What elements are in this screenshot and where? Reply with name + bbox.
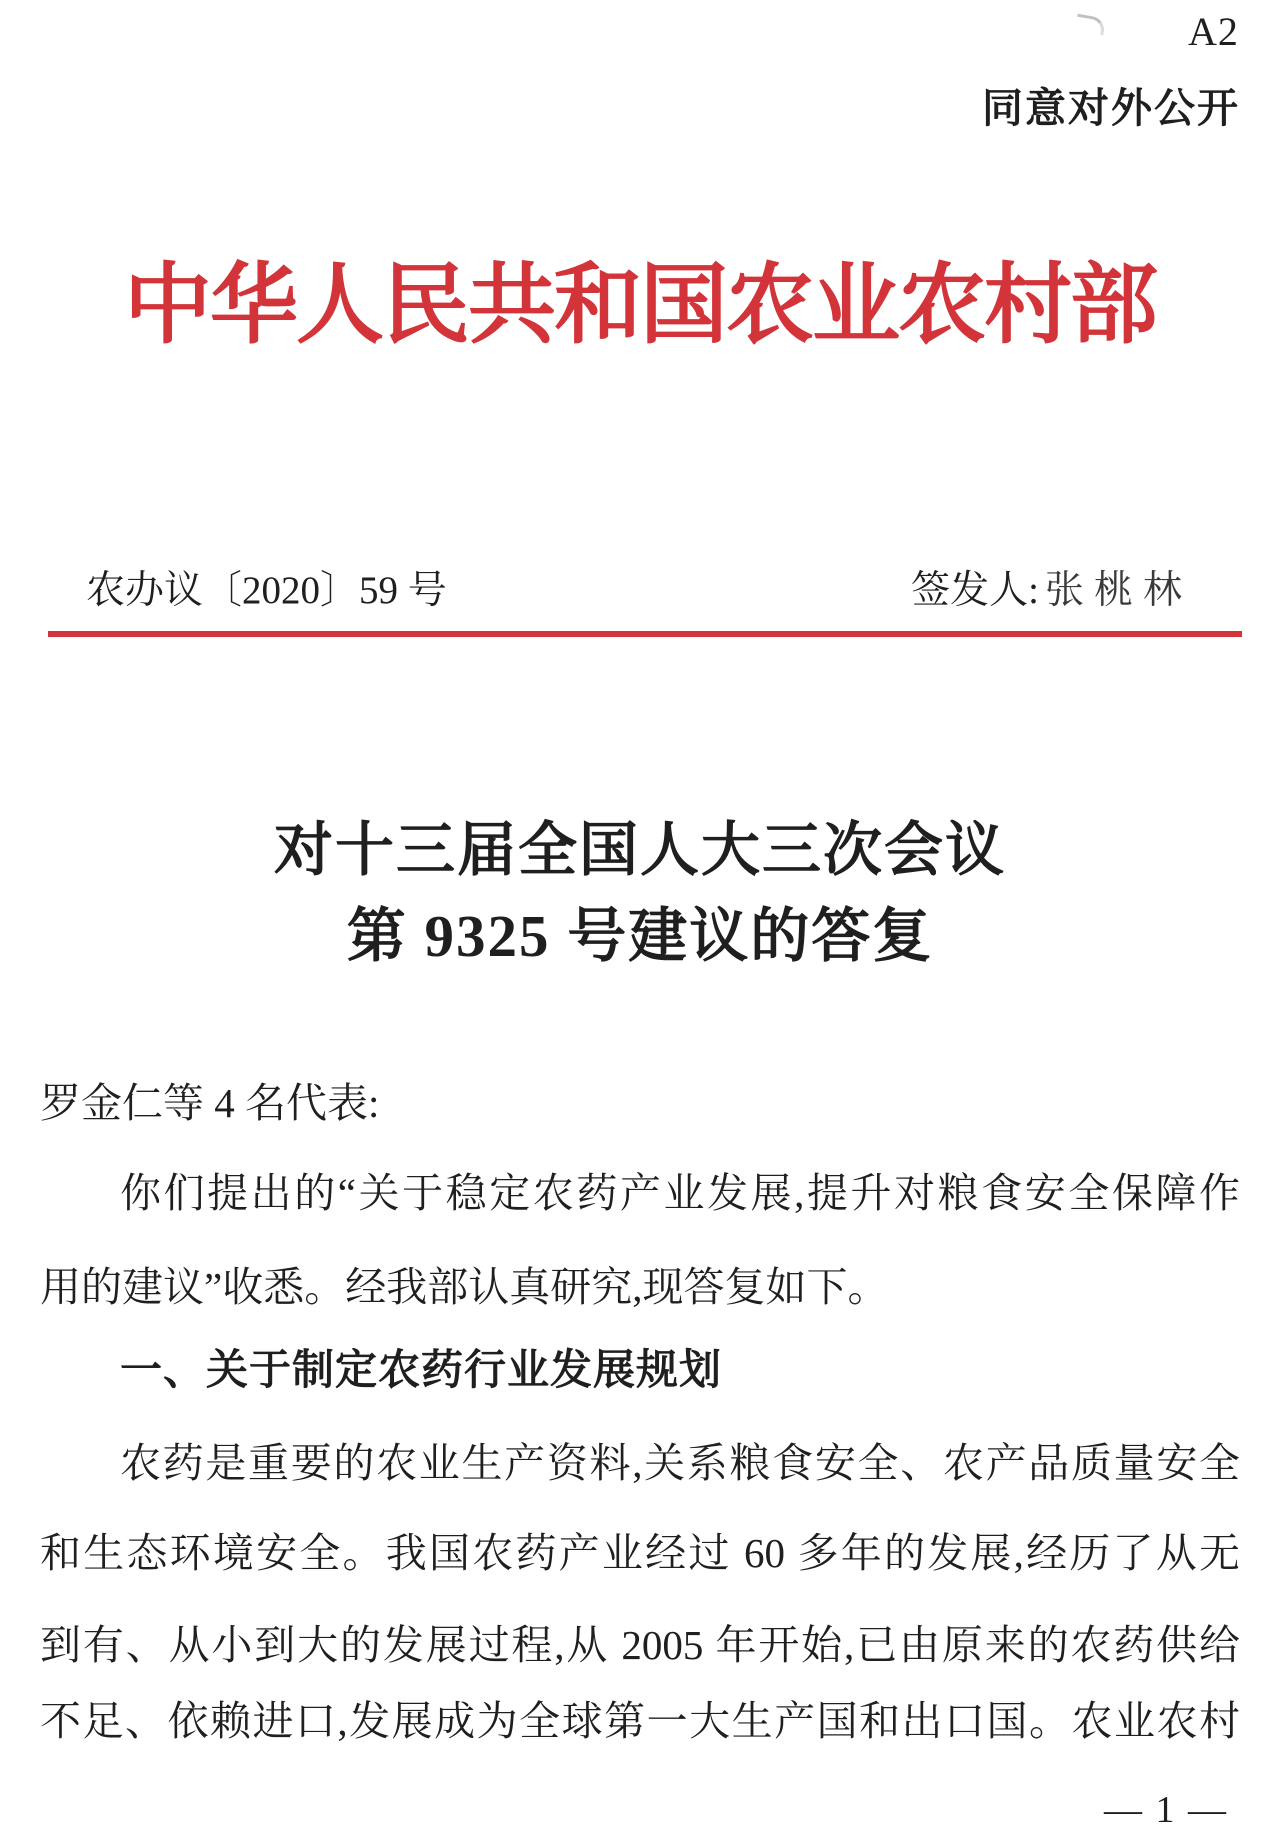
disclosure-note: 同意对外公开 xyxy=(982,85,1240,131)
paragraph-1-line-2: 用的建议”收悉。经我部认真研究,现答复如下。 xyxy=(40,1264,889,1310)
paragraph-2-line-1: 农药是重要的农业生产资料,关系粮食安全、农产品质量安全 xyxy=(120,1440,1240,1486)
issuer-block xyxy=(911,568,1192,615)
paragraph-2-line-3: 到有、从小到大的发展过程,从 2005 年开始,已由原来的农药供给 xyxy=(40,1622,1240,1668)
document-number-row xyxy=(86,568,1192,615)
salutation: 罗金仁等 4 名代表: xyxy=(40,1080,380,1126)
agency-letterhead-title: 中华人民共和国农业农村部 xyxy=(123,258,1156,355)
document-number: 农办议〔2020〕59 号 xyxy=(86,569,447,612)
corner-code: A2 xyxy=(1188,9,1239,54)
section-heading-1: 一、关于制定农药行业发展规划 xyxy=(120,1346,723,1393)
paragraph-1-line-1: 你们提出的“关于稳定农药产业发展,提升对粮食安全保障作 xyxy=(120,1170,1240,1216)
subject-title-line-1: 对十三届全国人大三次会议 xyxy=(273,817,1006,883)
subject-title-line-2: 第 9325 号建议的答复 xyxy=(346,903,934,969)
red-divider-rule xyxy=(48,631,1242,637)
page-number: — 1 — xyxy=(1104,1789,1228,1831)
issuer-label: 签发人: xyxy=(911,569,1039,612)
paragraph-2-line-4: 不足、依赖进口,发展成为全球第一大生产国和出口国。农业农村 xyxy=(40,1698,1240,1744)
scan-artifact-mark xyxy=(1075,14,1107,36)
issuer-signature-name: 张桃林 xyxy=(1044,569,1192,612)
paragraph-2-line-2: 和生态环境安全。我国农药产业经过 60 多年的发展,经历了从无 xyxy=(40,1530,1240,1576)
